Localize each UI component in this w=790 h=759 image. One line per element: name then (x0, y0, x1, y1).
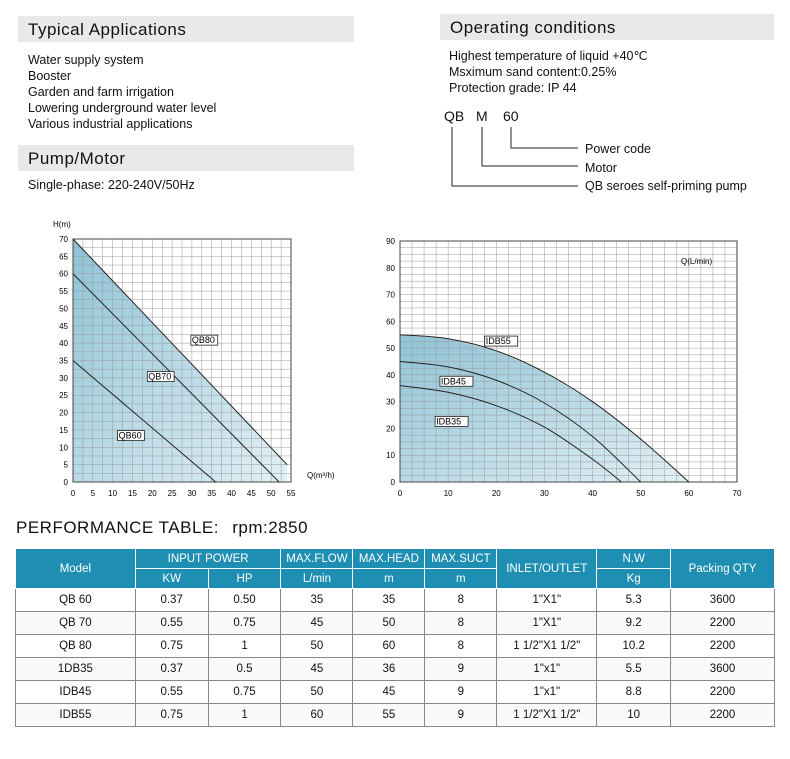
y-tick-label: 5 (63, 460, 68, 470)
y-tick-label: 65 (59, 252, 68, 262)
rpm-text: rpm:2850 (232, 518, 309, 537)
list-item: Various industrial applications (28, 117, 193, 131)
table-cell: 0.5 (208, 658, 281, 681)
table-cell: 9.2 (597, 612, 671, 635)
table-cell: 45 (281, 658, 353, 681)
motor-label: Motor (585, 161, 617, 175)
x-tick-label: 0 (397, 489, 403, 498)
table-cell: 1 (208, 635, 281, 658)
y-tick-label: 0 (390, 478, 395, 487)
y-tick-label: 30 (59, 373, 68, 383)
table-cell: 0.55 (135, 681, 208, 704)
list-item: Booster (28, 69, 72, 83)
x-tick-label: 0 (70, 489, 76, 498)
col-inlet-outlet: INLET/OUTLET (497, 549, 597, 589)
x-axis-label: Q(L/min) (681, 257, 713, 266)
table-row (16, 681, 775, 704)
performance-table (15, 548, 775, 727)
y-tick-label: 60 (386, 317, 395, 327)
table-cell: 2200 (671, 612, 775, 635)
pump-motor-header: Pump/Motor (18, 145, 354, 171)
y-tick-label: 70 (59, 235, 68, 244)
table-cell: 8 (425, 612, 497, 635)
y-tick-label: 90 (386, 237, 395, 246)
x-tick-label: 50 (636, 489, 646, 498)
y-tick-label: 30 (386, 397, 395, 407)
table-cell: 0.37 (135, 589, 208, 612)
y-tick-label: 40 (386, 370, 395, 380)
list-item: Highest temperature of liquid +40℃ (449, 49, 648, 63)
col-model: Model (16, 549, 136, 589)
table-cell: 0.37 (135, 658, 208, 681)
table-cell: 0.50 (208, 589, 281, 612)
table-cell: 0.55 (135, 612, 208, 635)
x-tick-label: 20 (147, 489, 157, 498)
y-tick-label: 80 (386, 263, 395, 273)
table-cell: 45 (281, 612, 353, 635)
table-cell: 36 (353, 658, 425, 681)
operating-conditions-header: Operating conditions (440, 14, 774, 40)
y-tick-label: 20 (59, 408, 68, 418)
table-cell: 2200 (671, 681, 775, 704)
col-nw: N.W (597, 549, 671, 569)
table-cell: 10 (597, 704, 671, 727)
x-tick-label: 55 (286, 489, 296, 498)
table-cell: 1 1/2"X1 1/2" (497, 704, 597, 727)
table-cell: 1 (208, 704, 281, 727)
table-cell: 2200 (671, 704, 775, 727)
x-tick-label: 40 (227, 489, 236, 498)
list-item: Protection grade: IP 44 (449, 81, 577, 95)
code-qb: QB (444, 108, 465, 124)
x-tick-label: 30 (539, 489, 549, 498)
table-cell: 5.3 (597, 589, 671, 612)
y-tick-label: 10 (386, 451, 395, 461)
table-cell: QB 70 (16, 612, 136, 635)
table-cell: 0.75 (135, 704, 208, 727)
y-tick-label: 50 (386, 344, 395, 354)
x-tick-label: 60 (684, 489, 694, 498)
y-tick-label: 50 (59, 304, 68, 314)
table-cell: 3600 (671, 589, 775, 612)
x-tick-label: 50 (266, 489, 276, 498)
table-cell: 2200 (671, 635, 775, 658)
table-cell: 35 (353, 589, 425, 612)
y-tick-label: 0 (63, 478, 68, 487)
y-tick-label: 55 (59, 287, 68, 297)
pump-label: QB seroes self-priming pump (585, 179, 747, 193)
table-row (16, 635, 775, 658)
table-cell: 45 (353, 681, 425, 704)
x-tick-label: 35 (207, 489, 217, 498)
y-axis-label: H(m) (53, 220, 71, 229)
series-label: IDB55 (485, 336, 511, 347)
unit-kw: KW (135, 569, 208, 589)
table-cell: 9 (425, 681, 497, 704)
unit-hp: HP (208, 569, 281, 589)
table-cell: 8.8 (597, 681, 671, 704)
x-tick-label: 10 (443, 489, 453, 498)
y-tick-label: 10 (59, 443, 68, 453)
x-tick-label: 40 (588, 489, 598, 498)
table-row (16, 612, 775, 635)
series-label: IDB35 (436, 416, 462, 427)
x-axis-label: Q(m³/h) (307, 471, 335, 480)
unit-suct: m (425, 569, 497, 589)
table-cell: 1DB35 (16, 658, 136, 681)
perf-title-text: PERFORMANCE TABLE: (16, 518, 219, 537)
col-max-suct: MAX.SUCT (425, 549, 497, 569)
unit-nw: Kg (597, 569, 671, 589)
y-tick-label: 15 (59, 425, 68, 435)
y-tick-label: 70 (386, 290, 395, 300)
unit-head: m (353, 569, 425, 589)
typical-applications-header: Typical Applications (18, 16, 354, 42)
table-row (16, 589, 775, 612)
table-cell: 35 (281, 589, 353, 612)
x-tick-label: 25 (167, 489, 177, 498)
list-item: Lowering underground water level (28, 101, 217, 115)
table-cell: QB 80 (16, 635, 136, 658)
table-cell: 50 (281, 635, 353, 658)
col-packing: Packing QTY (671, 549, 775, 589)
y-tick-label: 20 (386, 424, 395, 434)
y-tick-label: 35 (59, 356, 68, 366)
x-tick-label: 30 (187, 489, 197, 498)
list-item: Water supply system (28, 53, 144, 67)
code-60: 60 (503, 108, 519, 124)
table-row (16, 658, 775, 681)
x-tick-label: 70 (732, 489, 742, 498)
table-cell: 50 (353, 612, 425, 635)
table-cell: 9 (425, 658, 497, 681)
series-label: QB80 (191, 335, 215, 346)
performance-table-title (16, 518, 316, 538)
series-label: QB70 (148, 371, 172, 382)
table-cell: 0.75 (208, 681, 281, 704)
code-m: M (476, 108, 488, 124)
x-tick-label: 45 (246, 489, 256, 498)
table-row (16, 704, 775, 727)
table-cell: 5.5 (597, 658, 671, 681)
y-tick-label: 40 (59, 339, 68, 349)
table-cell: 9 (425, 704, 497, 727)
list-item: Msximum sand content:0.25% (449, 65, 617, 79)
power-code-label: Power code (585, 142, 652, 156)
y-tick-label: 60 (59, 269, 68, 279)
single-phase-text: Single-phase: 220-240V/50Hz (28, 178, 195, 192)
table-cell: 0.75 (208, 612, 281, 635)
x-tick-label: 20 (491, 489, 501, 498)
col-max-flow: MAX.FLOW (281, 549, 353, 569)
y-tick-label: 45 (59, 321, 68, 331)
table-cell: 1"x1" (497, 658, 597, 681)
table-cell: 1 1/2"X1 1/2" (497, 635, 597, 658)
table-cell: 10.2 (597, 635, 671, 658)
table-cell: 1"X1" (497, 612, 597, 635)
series-label: IDB45 (440, 376, 466, 387)
x-tick-label: 10 (108, 489, 118, 498)
table-cell: 0.75 (135, 635, 208, 658)
table-cell: 3600 (671, 658, 775, 681)
list-item: Garden and farm irrigation (28, 85, 174, 99)
table-cell: QB 60 (16, 589, 136, 612)
col-max-head: MAX.HEAD (353, 549, 425, 569)
table-cell: 60 (281, 704, 353, 727)
y-tick-label: 25 (59, 391, 68, 401)
x-tick-label: 5 (90, 489, 96, 498)
table-cell: 8 (425, 589, 497, 612)
series-label: QB60 (118, 430, 142, 441)
table-cell: 1"X1" (497, 589, 597, 612)
table-cell: 55 (353, 704, 425, 727)
table-cell: 50 (281, 681, 353, 704)
col-input-power: INPUT POWER (135, 549, 281, 569)
table-cell: 8 (425, 635, 497, 658)
table-cell: 1"x1" (497, 681, 597, 704)
table-cell: IDB55 (16, 704, 136, 727)
table-cell: 60 (353, 635, 425, 658)
table-cell: IDB45 (16, 681, 136, 704)
x-tick-label: 15 (128, 489, 137, 498)
unit-flow: L/min (281, 569, 353, 589)
